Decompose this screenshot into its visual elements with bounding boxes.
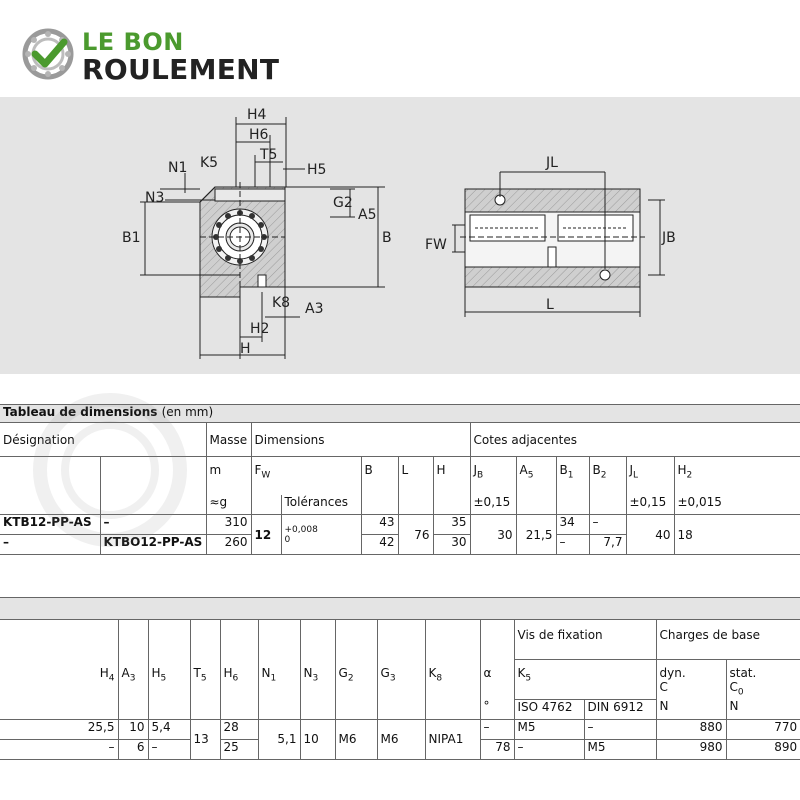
g3-value: M6 [377, 719, 425, 759]
k8-value: NIPA1 [425, 719, 480, 759]
h-h2: $H_2$ [677, 463, 693, 481]
logo-line-2: ROULEMENT [82, 53, 280, 86]
label-jl: JL [546, 155, 558, 171]
label-b1: B1 [122, 230, 141, 246]
label-jb: JB [662, 230, 676, 246]
h-k5: $K_5$ [514, 660, 656, 700]
h-stat: stat. $C_0$ [729, 666, 757, 698]
table1-title-bar [0, 405, 800, 423]
tol-jb: ±0,15 [470, 495, 516, 515]
h-deg: ° [480, 699, 514, 719]
row1-h6: 28 [220, 719, 258, 739]
row2-designation-2: KTBO12-PP-AS [100, 535, 206, 555]
h-unit-n1: N [656, 699, 726, 719]
label-h: H [240, 341, 251, 357]
row2-designation-1: – [0, 535, 100, 555]
h-h6: $H_6$ [220, 660, 258, 700]
h-l: L [398, 457, 433, 495]
row1-h5: 5,4 [148, 719, 190, 739]
row2-b1: – [556, 535, 589, 555]
tol-jl: ±0,15 [626, 495, 674, 515]
row2-h4: – [0, 739, 118, 759]
a5-value: 21,5 [516, 515, 556, 555]
h-tolerances: Tolérances [281, 495, 361, 515]
row1-b: 43 [361, 515, 398, 535]
row2-h6: 25 [220, 739, 258, 759]
row1-a3: 10 [118, 719, 148, 739]
label-k8: K8 [272, 295, 291, 311]
row2-h5: – [148, 739, 190, 759]
table1-unit: (en mm) [161, 405, 214, 419]
row2-b: 42 [361, 535, 398, 555]
row1-designation-2: – [100, 515, 206, 535]
label-a3: A3 [305, 301, 324, 317]
label-b: B [382, 230, 392, 246]
h-iso: ISO 4762 [514, 699, 584, 719]
n1-value: 5,1 [258, 719, 300, 759]
h-g2: $G_2$ [335, 660, 377, 700]
h2-value: 18 [674, 515, 800, 555]
row1-h4: 25,5 [0, 719, 118, 739]
row1-dyn: 880 [656, 719, 726, 739]
table2-title-bar [0, 598, 800, 620]
h-din: DIN 6912 [584, 699, 656, 719]
row1-stat: 770 [726, 719, 800, 739]
h-h4: $H_4$ [0, 660, 118, 700]
row1-masse: 310 [206, 515, 251, 535]
row1-designation-1: KTB12-PP-AS [0, 515, 100, 535]
row2-b2: 7,7 [589, 535, 626, 555]
label-g2: G2 [333, 195, 353, 211]
h-b: B [361, 457, 398, 495]
row2-a3: 6 [118, 739, 148, 759]
h-m: m [206, 457, 251, 495]
fixation-table [0, 597, 800, 760]
h-b2: $B_2$ [589, 457, 626, 495]
h-a3: $A_3$ [118, 660, 148, 700]
h-h5: $H_5$ [148, 660, 190, 700]
row1-h: 35 [433, 515, 470, 535]
brand-logo [22, 24, 302, 84]
h-g3: $G_3$ [377, 660, 425, 700]
h-alpha: α [480, 660, 514, 700]
jl-value: 40 [626, 515, 674, 555]
g2-value: M6 [335, 719, 377, 759]
h-vis: Vis de fixation [514, 620, 656, 660]
table1-title: Tableau de dimensions [3, 405, 158, 419]
label-n3: N3 [145, 190, 165, 206]
h-charges: Charges de base [656, 620, 800, 660]
table-row [0, 719, 800, 739]
t5-value: 13 [190, 719, 220, 759]
fw-tolerance: +0,008 0 [281, 515, 361, 555]
h-n1: $N_1$ [258, 660, 300, 700]
label-fw: FW [425, 237, 447, 253]
label-h5: H5 [307, 162, 327, 178]
row1-alpha: – [480, 719, 514, 739]
h-dimensions: Dimensions [251, 423, 470, 457]
label-n1: N1 [168, 160, 188, 176]
label-a5: A5 [358, 207, 377, 223]
row2-dyn: 980 [656, 739, 726, 759]
h-jl: $J_L$ [626, 457, 674, 495]
technical-drawing [0, 97, 800, 374]
row2-masse: 260 [206, 535, 251, 555]
h-a5: $A_5$ [516, 457, 556, 495]
row1-din: – [584, 719, 656, 739]
h-t5: $T_5$ [190, 660, 220, 700]
l-value: 76 [398, 515, 433, 555]
row2-stat: 890 [726, 739, 800, 759]
h-n3: $N_3$ [300, 660, 335, 700]
label-h2: H2 [250, 321, 270, 337]
row1-b1: 34 [556, 515, 589, 535]
h-cotes: Cotes adjacentes [470, 423, 800, 457]
row2-h: 30 [433, 535, 470, 555]
label-h6: H6 [249, 127, 269, 143]
row2-iso: – [514, 739, 584, 759]
row1-b2: – [589, 515, 626, 535]
h-jb: $J_B$ [470, 457, 516, 495]
label-t5: T5 [260, 147, 278, 163]
label-l: L [546, 297, 554, 313]
tol-h2: ±0,015 [674, 495, 800, 515]
h-k8: $K_8$ [425, 660, 480, 700]
h-designation: Désignation [0, 423, 206, 457]
n3-value: 10 [300, 719, 335, 759]
h-b1: $B_1$ [556, 457, 589, 495]
row2-alpha: 78 [480, 739, 514, 759]
h-masse: Masse [206, 423, 251, 457]
dimensions-table [0, 404, 800, 555]
logo-line-1: LE BON [82, 28, 184, 56]
h-h: H [433, 457, 470, 495]
label-h4: H4 [247, 107, 267, 123]
h-fw: $F_W$ [251, 457, 361, 495]
table-row [0, 515, 800, 535]
label-k5: K5 [200, 155, 219, 171]
h-dyn: dyn. C [656, 660, 726, 700]
h-unit-n2: N [726, 699, 800, 719]
row2-din: M5 [584, 739, 656, 759]
row1-iso: M5 [514, 719, 584, 739]
fw-value: 12 [251, 515, 281, 555]
jb-value: 30 [470, 515, 516, 555]
h-g: ≈g [206, 495, 251, 515]
bearing-check-icon [22, 28, 76, 82]
